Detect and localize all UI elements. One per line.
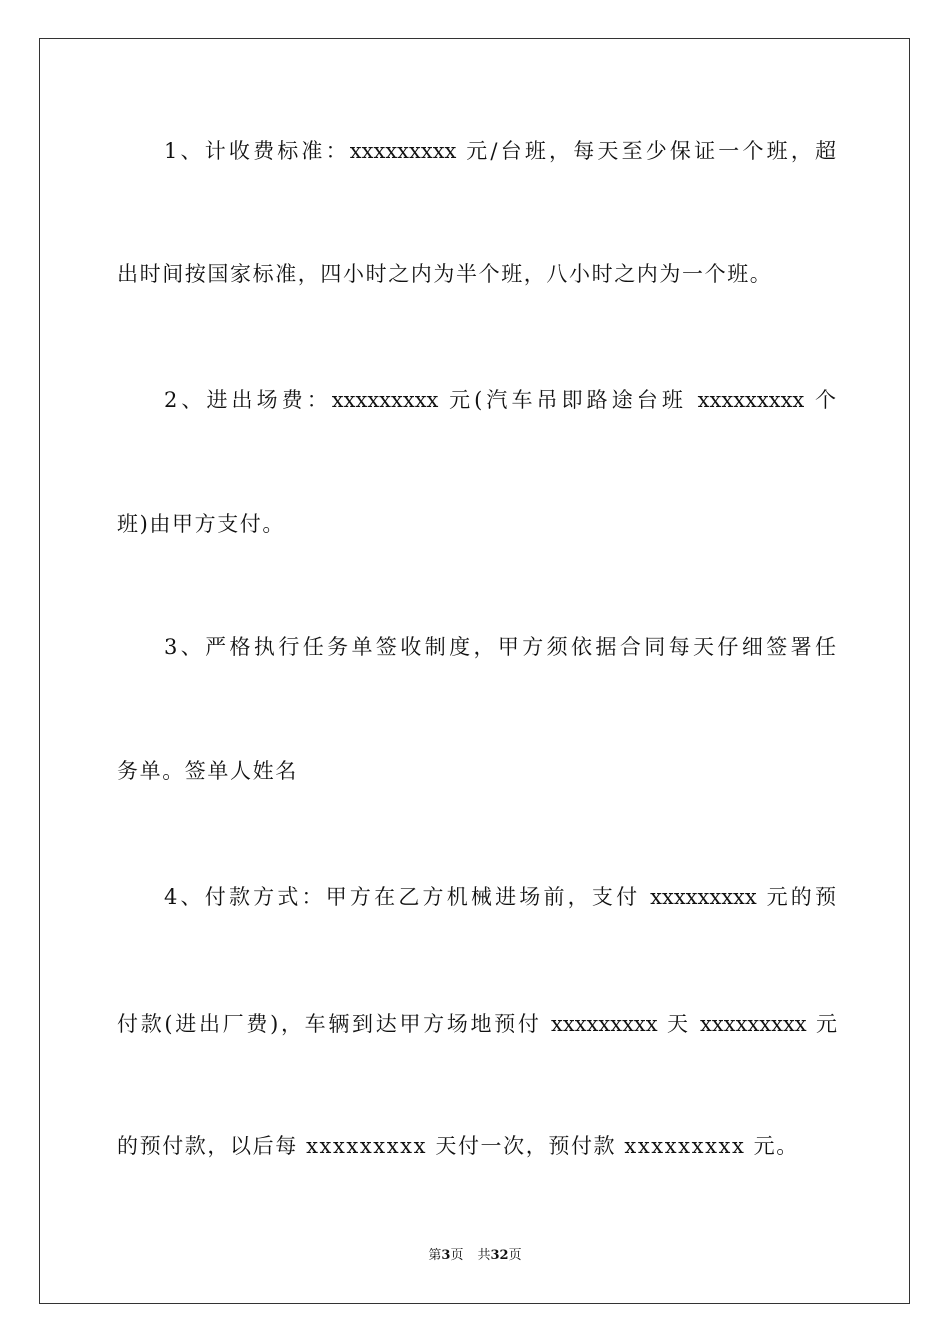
total-page-count: 32	[490, 1248, 509, 1263]
page-border	[39, 38, 910, 1304]
total-suffix: 页	[508, 1248, 522, 1263]
paragraph-4-line-3: 的预付款，以后每 xxxxxxxxx 天付一次，预付款 xxxxxxxxx 元。	[117, 1134, 799, 1158]
page-prefix: 第	[428, 1248, 442, 1263]
paragraph-3-line-1: 3、严格执行任务单签收制度，甲方须依据合同每天仔细签署任	[164, 635, 836, 659]
paragraph-4-line-1: 4、付款方式：甲方在乙方机械进场前，支付 xxxxxxxxx 元的预	[164, 885, 836, 909]
paragraph-2-line-1: 2、进出场费：xxxxxxxxx 元(汽车吊即路途台班 xxxxxxxxx 个	[164, 388, 836, 412]
page-footer	[0, 1247, 950, 1265]
total-prefix: 共	[477, 1248, 491, 1263]
paragraph-3-line-2: 务单。签单人姓名	[117, 759, 298, 783]
paragraph-2-line-2: 班)由甲方支付。	[117, 512, 285, 536]
paragraph-4-line-2: 付款(进出厂费)，车辆到达甲方场地预付 xxxxxxxxx 天 xxxxxxxxx 元	[117, 1012, 837, 1036]
paragraph-1-line-2: 出时间按国家标准，四小时之内为半个班，八小时之内为一个班。	[117, 262, 773, 286]
page-suffix: 页	[450, 1248, 464, 1263]
current-page-number: 3	[441, 1248, 451, 1263]
paragraph-1-line-1: 1、计收费标准：xxxxxxxxx 元/台班，每天至少保证一个班，超	[164, 139, 836, 163]
